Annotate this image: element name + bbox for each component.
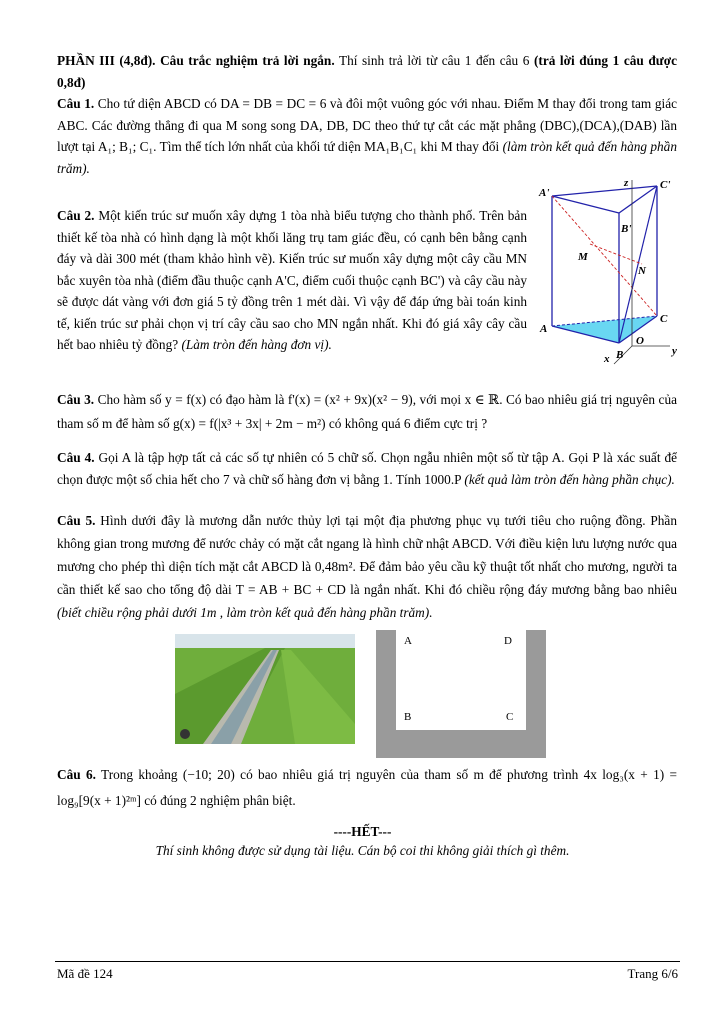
q6-label: Câu 6. [57,767,96,782]
q5-label: Câu 5. [57,513,96,528]
part-desc: Thí sinh trả lời từ câu 1 đến câu 6 [334,53,534,68]
q1-text: Cho tứ diện ABCD có DA = DB = DC = 6 và đôi một vuông góc với nhau. Điểm M thay đổi trong tam giác ABC. Các đường thẳng đi qua M song song DA, DB, DC theo thứ tự cắt các mặt phẳng (DBC),(DCA),(DAB) lần lượt tại A₁; B₁; C₁. Tìm thể tích lớn nhất của khối tứ diện MA₁B₁C₁ khi M thay đổi [57,96,677,154]
label-y: y [672,345,677,357]
part-title: PHẦN III (4,8đ). Câu trắc nghiệm trả lời ngắn. [57,53,335,68]
q6-text: Trong khoảng (−10; 20) có bao nhiêu giá trị nguyên của tham số m để phương trình 4x log₃(x + 1) = log₉[9(x + 1)²ᵐ] có đúng 2 nghiệm phân biệt. [57,767,677,808]
exam-code: Mã đề 124 [57,966,113,981]
label-C: C [660,313,668,325]
bridge-MN [590,244,642,264]
question-5 [57,509,677,624]
q4-text: Gọi A là tập hợp tất cả các số tự nhiên có 5 chữ số. Chọn ngẫu nhiên một số từ tập A. Gọi P là xác suất để chọn được một số chia hết cho 7 và chữ số hàng đơn vị bằng 1. Tính 1000.P [57,450,677,487]
q3-label: Câu 3. [57,392,95,407]
end-note: Thí sinh không được sử dụng tài liệu. Cán bộ coi thi không giải thích gì thêm. [155,843,570,858]
label-O: O [636,335,644,347]
question-6 [57,762,677,814]
channel-shape [376,630,546,758]
question-3 [57,388,677,436]
page-number: Trang 6/6 [627,966,678,981]
q3-text: Cho hàm số y = f(x) có đạo hàm là f'(x) = (x² + 9x)(x² − 9), với mọi x ∈ ℝ. Có bao nhiêu giá trị nguyên của tham số m để hàm số g(x) = f(|x³ + 3x| + 2m − m²) có không quá 6 điểm cực trị ? [57,392,677,431]
footer-divider [55,961,680,962]
label-Bprime: B' [621,223,632,235]
q1-label: Câu 1. [57,96,95,111]
question-4 [57,447,677,490]
label-N: N [638,265,646,277]
q2-label: Câu 2. [57,208,95,223]
q2-note: (Làm tròn đến hàng đơn vị). [181,337,332,352]
diag-AprimeC [552,196,657,316]
q2-text: Một kiến trúc sư muốn xây dựng 1 tòa nhà biểu tượng cho thành phố. Trên bản thiết kế tòa nhà có hình dạng là một khối lăng trụ tam giác đều, có cạnh bên bằng cạnh đáy và dài 300 mét (tham khảo hình vẽ). Kiến trúc sư muốn xây dựng một cây cầu MN bắc xuyên tòa nhà (điểm đầu thuộc cạnh A'C, điểm cuối thuộc cạnh BC') và cây cầu này sẽ được dát vàng với đơn giá 5 tỷ đồng trên 1 mét dài. Vì vậy để đáp ứng bài toán kinh tế, kiến trúc sư phải chọn vị trí cây cầu sao cho MN ngắn nhất. Khi đó giá xây cây cầu hết bao nhiêu tỷ đồng? [57,208,527,352]
question-2 [57,205,527,356]
photo-logo-icon [180,729,190,739]
label-B: B [616,349,624,361]
prism-figure [532,176,682,366]
q4-note: (kết quả làm tròn đến hàng phần chục). [464,471,675,487]
photo-sky [175,634,355,650]
channel-label-C: C [506,711,514,723]
label-x: x [604,353,610,365]
q5-text: Hình dưới đây là mương dẫn nước thủy lợi tại một địa phương phục vụ tưới tiêu cho ruộng đồng. Phần không gian trong mương để nước chảy có mặt cắt ngang là hình chữ nhật ABCD. Với điều kiện lưu lượng nước qua mương cho phép thì diện tích mặt cắt ABCD là 0,48m². Để đảm bảo yêu cầu kỹ thuật tốt nhất cho mương, người ta cần thiết kế sao cho tổng độ dài T = AB + BC + CD là ngắn nhất. Khi đó chiều rộng đáy mương bằng bao nhiêu [57,513,677,597]
label-z: z [624,177,629,189]
label-Aprime: A' [539,187,550,199]
channel-diagram [376,630,548,760]
q5-note: (biết chiều rộng phải dưới 1m , làm tròn kết quả đến hàng phần trăm). [57,605,433,620]
edge-top-AB [552,196,619,213]
irrigation-photo [175,634,355,744]
part-score: (trả lời đúng 1 câu được 0,8đ) [57,53,677,90]
question-1 [57,93,677,179]
channel-label-D: D [504,635,512,647]
q4-label: Câu 4. [57,450,95,465]
channel-label-A: A [404,635,412,647]
label-M: M [578,251,588,263]
label-Cprime: C' [660,179,671,191]
q1-note: (làm tròn kết quả đến hàng phần trăm). [57,139,677,176]
part-header [57,50,677,93]
end-title: ----HẾT--- [333,824,392,839]
label-A: A [540,323,548,335]
edge-top-AC [552,186,657,196]
channel-label-B: B [404,711,412,723]
